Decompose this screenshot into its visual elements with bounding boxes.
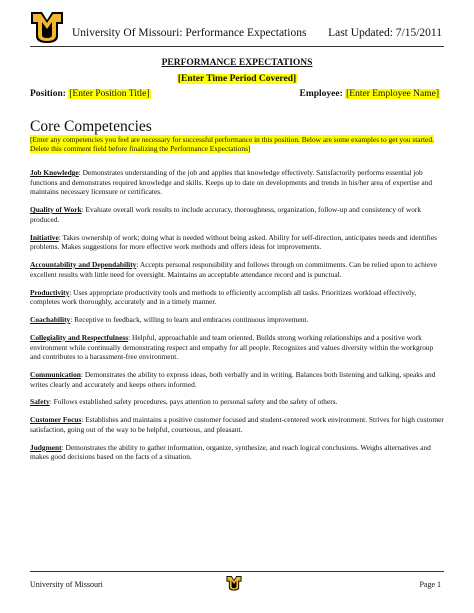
competency-item [30,370,444,389]
competency-term: Coachability [30,315,71,325]
time-period-placeholder[interactable]: [Enter Time Period Covered] [177,74,297,84]
section-heading: Core Competencies [30,118,152,135]
last-updated: Last Updated: 7/15/2011 [328,27,442,39]
title-block [0,58,474,86]
instruction-note [30,135,434,154]
page-number: Page 1 [419,580,441,589]
competency-term: Collegiality and Respectfulness [30,332,129,342]
competency-item [30,168,444,197]
position-label: Position: [30,89,66,99]
competency-description: : Establishes and maintains a positive customer focused and student-centered work environment. Strives for high customer satisfaction, going out of the way to be helpful, courteous, and pleasant. [30,415,444,434]
competency-term: Job Knowledge [30,168,79,177]
position-title-placeholder[interactable]: [Enter Position Title] [69,89,150,99]
competency-term: Communication [30,369,81,379]
employee-field [299,89,440,99]
competency-item [30,260,444,279]
competency-description: : Demonstrates the ability to express ideas, both verbally and in writing. Balances both listening and talking, speaks and writes clearly and accurately and keeps others informed. [30,369,436,389]
competency-description: : Receptive to feedback, willing to learn and embraces continuous improvement. [70,315,309,325]
mizzou-footer-logo-icon [226,575,242,591]
competency-term: Safety [30,397,50,407]
competency-description: : Evaluate overall work results to include accuracy, thoroughness, organization, follow-up and consistency of work produced. [30,205,422,224]
mizzou-logo-icon [30,10,64,44]
footer-university: University of Missouri [30,580,103,589]
position-field [30,89,151,99]
competency-description: : Accepts personal responsibility and follows through on commitments. Can be relied upon to achieve excellent results with little need for oversight. Maintains an acceptable attendance record and is punctual. [30,260,438,279]
competency-term: Judgment [30,442,62,452]
competency-item [30,205,444,224]
competency-item [30,233,444,252]
header-divider [30,46,444,47]
competency-description: : Helpful, approachable and team oriented. Builds strong working relationships and a positive work environment while continually demonstrating respect and empathy for all people. Recognizes and values diversity within the workgroup and contributes to a harassment-free environment. [30,332,434,362]
employee-name-placeholder[interactable]: [Enter Employee Name] [346,89,439,99]
competency-term: Productivity [30,287,70,297]
competency-item [30,443,444,462]
competency-description: : Demonstrates the ability to gather information, organize, synthesize, and reach logical conclusions. Weighs alternatives and makes good decisions based on the facts of a situation. [30,442,431,462]
position-employee-row [30,89,444,103]
document-title: PERFORMANCE EXPECTATIONS [161,58,313,68]
instruction-note-text[interactable]: [Enter any competencies you feel are necessary for successful performance in this position. Below are some examples to get you started. Delete this comment field before finalizing the Performance Expectations] [30,135,434,154]
competency-term: Initiative [30,232,59,242]
footer-divider [30,571,444,572]
competency-description: : Follows established safety procedures, pays attention to personal safety and the safety of others. [49,397,338,407]
competency-item [30,288,444,307]
competency-list [30,168,444,470]
competency-term: Quality of Work [30,205,82,215]
header-title: University Of Missouri: Performance Expectations [72,27,307,39]
competency-item [30,333,444,362]
competency-description: : Takes ownership of work; doing what is needed without being asked. Ability for self-direction, anticipates needs and identifies problems. Makes suggestions for more effective work methods and offers ideas for improvements. [30,232,437,252]
competency-item [30,397,444,407]
competency-item [30,315,444,325]
competency-item [30,415,444,434]
employee-label: Employee: [299,89,343,99]
competency-term: Customer Focus [30,415,82,425]
competency-description: : Uses appropriate productivity tools and methods to efficiently accomplish all tasks. Prioritizes workload effectively, completes work thoroughly, accurately and in a timely manner. [30,287,417,307]
competency-description: : Demonstrates understanding of the job and applies that knowledge effectively. Satisfactorily performs essential job functions and demonstrates required knowledge and skills. Keeps up to date on developments and trends in his/her area of expertise and maintains necessary licensure or certificates. [30,168,433,197]
competency-term: Accountability and Dependability [30,260,137,270]
